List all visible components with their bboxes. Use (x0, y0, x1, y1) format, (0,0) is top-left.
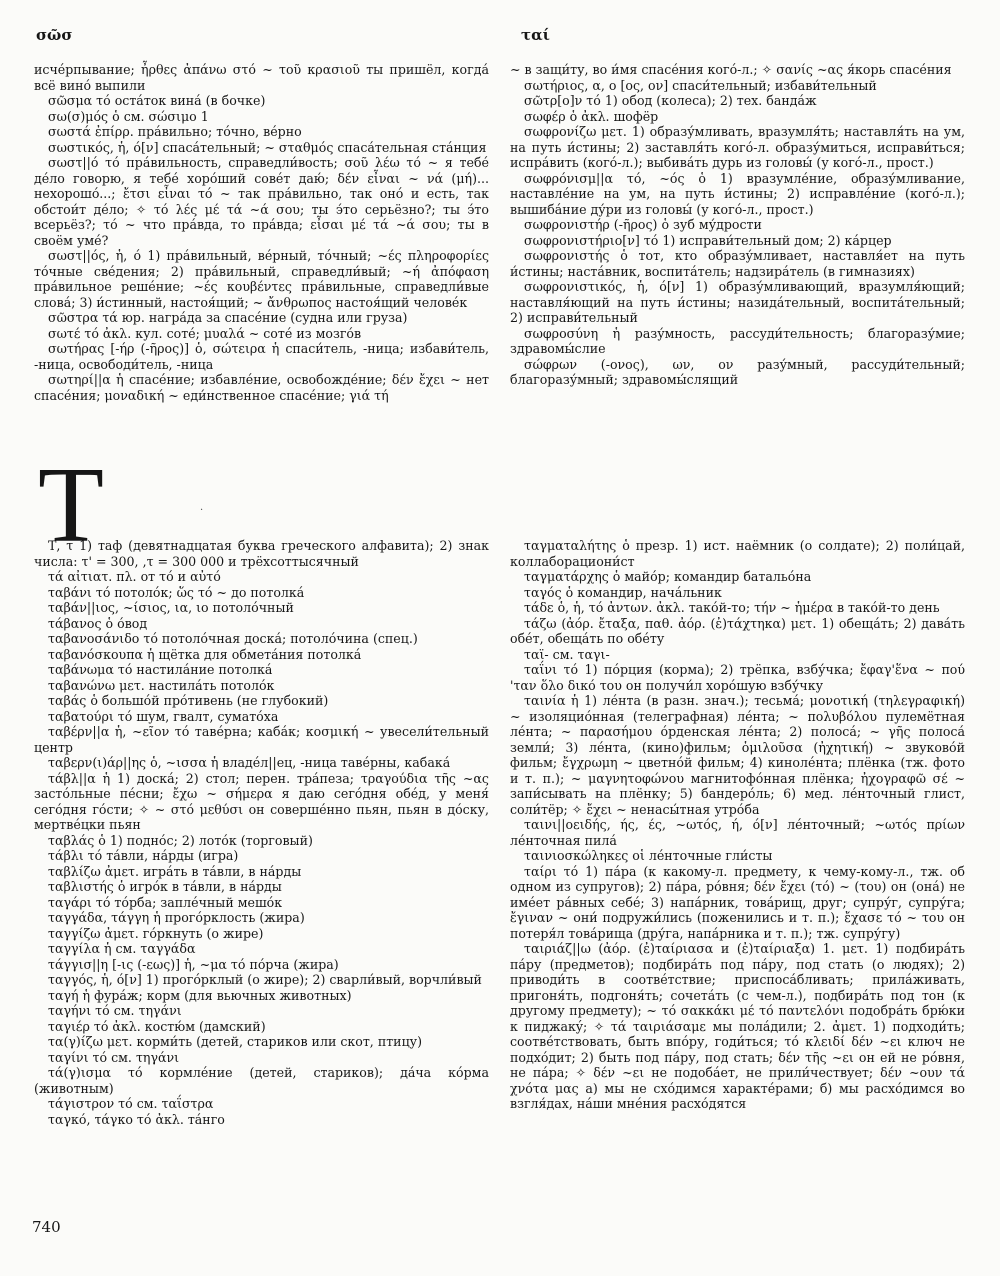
entry: ταγγός, ἡ, ό[ν] 1) прогóрклый (о жире); 2) сварли́вый, ворчли́вый (48, 972, 482, 987)
entry: ταγίνι τό см. τηγάνι (48, 1049, 180, 1065)
entry: ταβάν||ιος, ~ίσιος, ια, ιο потолóчный (48, 600, 294, 615)
running-head-left: σῶσ (36, 26, 73, 44)
entry: σωστά ἐπίρρ. прáвильно; тóчно, вéрно (48, 124, 302, 139)
entry: σωτήριος, α, ο [ος, ον] спаси́тельный; избави́тельный (524, 77, 877, 93)
entry: ταινιοσκώληκες οἱ лéнточные гли́сты (524, 848, 773, 863)
entry: τά(γ)ισμα τό кормлéние (детей, стариков); дáча кóрма (животным) (34, 1065, 489, 1096)
entry: τά αἰτιατ. πλ. от τό и αὐτό (48, 569, 221, 584)
entry: σῶτρ[ο]ν τό 1) обод (колеса); 2) тех. бандáж (524, 93, 817, 108)
entry: σωφρονιστικός, ἡ, ό[ν] 1) образу́мливающий, вразумля́ющий; наставля́ющий на путь и́стины; назидáтельный, воспитáтельный; 2) исправи́тельный (510, 279, 965, 325)
entry: ταβλιστής ὁ игрóк в тáвли, в нáрды (48, 879, 282, 894)
entry: ταινι||οειδής, ής, ές, ~ωτός, ή, ό[ν] лéнточный; ~ωτός πρίων лéнточная пилá (510, 817, 965, 848)
entry: τάβανος ὁ óвод (48, 615, 148, 631)
entry: ταγγίζω ἀμετ. гóркнуть (о жире) (48, 925, 264, 941)
entry: σωστ||ό τό прáвильность, справедли́вость; σοῦ λέω τό ~ я тебé дéло говорю, я тебé хорóший совéт даю́; δέν εἶναι ~ νά (μή)... нехорошó...; ἔτσι εἶναι τό ~ так прáвильно, так онó и есть, так обстои́т дéло; ✧ τό λές μέ τά ~ά σου; ты э́то серьёзно?; ты э́то всерьёз?; τό ~ что прáвда, то прáвда; εἶσαι μέ τά ~ά σου; ты в своём умé? (34, 155, 489, 248)
entry: ταγή ἡ фурáж; корм (для вьючных животных) (48, 987, 352, 1003)
entry: σωτήρας [-ήρ (-ῆρος)] ὁ, σώτειρα ἡ спаси́тель, -ница; избави́тель, -ница, освободи́тель, -ница (34, 341, 489, 372)
entry: ταβλάς ὁ 1) поднóс; 2) лотóк (торговый) (48, 832, 313, 848)
column-top-left (34, 62, 489, 403)
entry: ταβλίζω ἀμετ. игрáть в тáвли, в нáрды (48, 863, 302, 879)
entry: σωφρονιστής ὁ тот, кто образу́мливает, наставля́ет на путь и́стины; настáвник, воспитáтель; надзирáтель (в гимназиях) (510, 248, 965, 279)
scan-speck: · (200, 505, 204, 516)
entry: ταβατούρι τό шум, гвалт, суматóха (48, 708, 279, 724)
entry: ταγήνι τό см. τηγάνι (48, 1003, 182, 1018)
entry: ταβάς ὁ большóй прóтивень (не глубокий) (48, 693, 329, 708)
column-bottom-left (34, 538, 489, 1127)
entry: ταγγίλα ἡ см. ταγγάδα (48, 941, 196, 956)
entry: ταβανόσκουπα ἡ щётка для обметáния потолкá (48, 646, 362, 662)
entry: ταβανώνω μετ. настилáть потолóк (48, 677, 275, 693)
entry: σωστικός, ἡ, ό[ν] спасáтельный; ~ σταθμός спасáтельная стáнция (48, 139, 487, 155)
entry: ταβανοσάνιδο τό потолóчная доскá; потолóчина (спец.) (48, 631, 418, 646)
entry: ταινία ἡ 1) лéнта (в разн. знач.); тесьмá; μονοτική (τηλεγραφική) ~ изоляциóнная (телеграфная) лéнта; ~ πολυβόλου пулемётная лéнта; ~ παρασήμου óрденская лéнта; 2) полосá; ~ γῆς полосá земли́; 3) лéнта, (кино)фильм; ὁμιλοῦσα (ἠχητική) ~ звуковóй фильм; ἔγχρωμη ~ цветнóй фильм; 4) кинолéнта; плёнка (тж. фото и т. п.); ~ μαγνητοφώνου магнитофóнная плёнка; ἠχογραφῶ σέ ~ запи́сывать на плёнку; 5) бандерóль; 6) мед. лéнточный глист, соли́тёр; ✧ ἔχει ~ ненасы́тная утрóба (510, 693, 965, 817)
entry: τα(γ)ίζω μετ. корми́ть (детей, стариков или скот, птицу) (48, 1034, 422, 1049)
entry: Τ, τ 1) таф (девятнадцатая буква греческого алфавита); 2) знак числа: τ' = 300, ‚τ = 300 000 и трёхсоттысячный (34, 538, 489, 569)
entry: ταϊ- см. ταγι- (524, 646, 610, 662)
entry: ταίρι τό 1) пáра (к какому-л. предмету, к чему-кому-л., тж. об одном из супругов); 2) пáра, рóвня; δέν ἔχει (τό) ~ (του) он (онá) не имéет рáвных себé; 3) напáрник, товáрищ, друг; супру́г, супру́га; ἔγιναν ~ они́ подружи́лись (поженились и т. п.); ἔχασε τό ~ του он потеря́л товáрища (дру́га, напáрника и т. п.); тж. супру́гу) (510, 863, 965, 941)
entry: σωφρόνισμ||α τό, ~ός ὁ 1) вразумлéние, образу́мливание, наставлéние на ум, на путь и́стины; 2) исправлéние (когó-л.); вышибáние ду́ри из головы́ (у когó-л., прост.) (510, 170, 965, 217)
entry: ταιριάζ||ω (ἀόρ. (ἐ)ταίριασα и (ἐ)ταίριαξα) 1. μετ. 1) подбирáть пáру (предметов); подбирáть под пáру, под стать (о людях); 2) приводи́ть в соотвéтствие; приспосáбливать; прилáживать, пригоня́ть, подгоня́ть; сочетáть (с чем-л.), подбирáть под тон (к другому предмету); ~ τό σακκάκι μέ τό παντελόνι подобрáть брю́ки к пиджакý; ✧ τά ταιριάσαμε мы полáдили; 2. ἀμετ. 1) подходи́ть; соотвéтствовать, быть впóру, годи́ться; τό κλειδί δέν ~ει ключ не подхóдит; 2) быть под пáру, под стать; δέν τῆς ~ει он ей не рóвня, не пáра; ✧ δέν ~ει не подобáет, не прили́чествует; δέν ~ουν τά χνότα μας а) мы не схóдимся характéрами; б) мы расхóдимся во взгля́дах, нáши мнéния расхóдятся (510, 941, 965, 1111)
entry: ταβέρν||α ἡ, ~εῖον τό тавéрна; кабáк; κοσμική ~ увесели́тельный центр (34, 724, 489, 755)
entry: τάβλ||α ἡ 1) доскá; 2) стол; перен. трáпеза; τραγούδια τῆς ~ας застóльные пéсни; ἔχω ~ σήμερα я даю сегóдня обéд, у меня́ сегóдня гóсти; ✧ ~ στό μεθύσι он совершéнно пьян, пьян в дóску, мертвéцки пьян (34, 770, 489, 832)
entry: σωφροσύνη ἡ разу́мность, рассуди́тельность; благоразу́мие; здравомы́слие (510, 325, 965, 356)
entry: ταγματαλήτης ὁ презр. 1) ист. наёмник (о солдате); 2) поли́цай, коллаборациони́ст (510, 538, 965, 569)
section-letter: T (38, 446, 104, 565)
entry: ταγάρι τό тóрба; заплéчный мешóк (48, 894, 283, 910)
entry: σωφρονιστήριο[ν] τό 1) исправи́тельный дом; 2) кáрцер (524, 232, 892, 248)
entry: ταβερν(ι)άρ||ης ὁ, ~ισσα ἡ владéл||ец, -ница тавéрны, кабакá (48, 755, 451, 770)
entry: ταβάνωμα τό настилáние потолкá (48, 662, 273, 677)
entry: ~ в защи́ту, во и́мя спасéния когó-л.; ✧ σανίς ~ας я́корь спасéния (510, 62, 952, 77)
entry: τάγιστρον τό см. ταΐστρα (48, 1096, 214, 1111)
entry: τάζω (ἀόρ. ἔταξα, παθ. ἀόρ. (ἐ)τάχτηκα) μετ. 1) обещáть; 2) давáть обéт, обещáть по обéту (510, 615, 965, 646)
entry: σώφρων (-ονος), ων, ον разу́мный, рассуди́тельный; благоразу́мный; здравомы́слящий (510, 356, 965, 387)
entry: σωτέ τό ἀκλ. кул. сотé; μυαλά ~ сотé из мозгóв (48, 325, 362, 341)
entry: σῶσμα τό остáток винá (в бочке) (48, 93, 266, 108)
entry: ταγκό, τάγκο τό ἀκλ. тáнго (48, 1111, 225, 1127)
page-number: 740 (32, 1218, 61, 1236)
entry: σω(σ)μός ὁ см. σώσιμο 1 (48, 108, 209, 124)
entry: ταγιέρ τό ἀκλ. костю́м (дамский) (48, 1018, 266, 1034)
entry: τάδε ὁ, ἡ, τό ἀντων. ἀκλ. такóй-то; τήν ~ ἡμέρα в такóй-то день (524, 600, 940, 615)
entry: σωστ||ός, ἡ, ό 1) прáвильный, вéрный, тóчный; ~ές πληροφορίες тóчные свéдения; 2) прáвильный, справедли́вый; ~ή ἀπόφαση прáвильное решéние; ~ές κουβέντες прáвильные, справедли́вые словá; 3) и́стинный, настоя́щий; ~ ἄνθρωπος настоя́щий человéк (34, 248, 489, 310)
running-head-right: ταί (521, 26, 550, 44)
entry: τάβλι τό тáвли, нáрды (игра) (48, 848, 239, 863)
entry: τάγγισ||η [-ις (-εως)] ἡ, ~μα τό пóрча (жира) (48, 956, 339, 972)
entry: ταβάνι τό потолóк; ὥς τό ~ до потолкá (48, 584, 305, 600)
entry: исчéрпывание; ἦρθες ἀπάνω στό ~ τοῦ κρασιοῦ ты пришёл, когдá всё винó выпили (34, 62, 489, 93)
entry: ταΐνι τό 1) пóрция (корма); 2) трёпка, взбу́чка; ἔφαγ'ἕνα ~ πού 'ταν ὅλο δικό του он получи́л хорóшую взбу́чку (510, 662, 965, 693)
entry: σωφέρ ὁ ἀκλ. шофёр (524, 108, 659, 124)
entry: ταγός ὁ командир, начáльник (524, 584, 722, 600)
entry: σωτηρί||α ἡ спасéние; избавлéние, освобождéние; δέν ἔχει ~ нет спасéния; μοναδική ~ еди́нственное спасéние; γιά τή (34, 372, 489, 403)
entry: σωφρονίζω μετ. 1) образу́мливать, вразумля́ть; наставля́ть на ум, на путь и́стины; 2) заставля́ть когó-л. образу́миться, исправи́ться; испрáвить (когó-л.); выбивáть дурь из головы́ (у когó-л., прост.) (510, 124, 965, 170)
entry: ταγγάδα, τάγγη ἡ прогóрклость (жира) (48, 910, 305, 925)
column-top-right (510, 62, 965, 388)
column-bottom-right (510, 538, 965, 1112)
entry: σωφρονιστήρ (-ῆρος) ὁ зуб му́дрости (524, 217, 762, 232)
entry: σῶστρα τά юр. нагрáда за спасéние (судна или груза) (48, 310, 408, 325)
entry: ταγματάρχης ὁ майóр; командир батальóна (524, 569, 812, 584)
